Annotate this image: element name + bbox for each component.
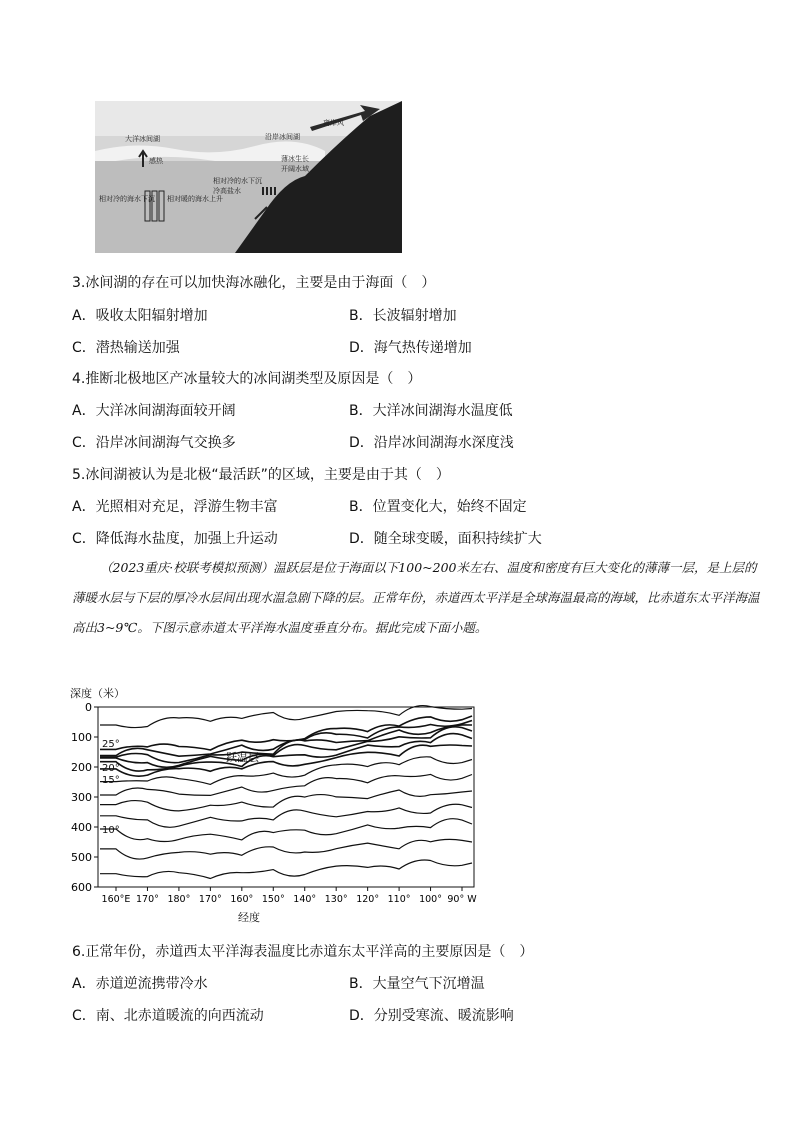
option-text: 分别受寒流、暖流影响: [373, 1008, 514, 1024]
x-tick-label: 170°: [136, 894, 159, 905]
label-warm-rise: 相对暖的海水上升: [167, 195, 223, 203]
option-text: 沿岸冰间湖海气交换多: [95, 435, 236, 451]
question-4-stem: [72, 368, 421, 388]
option-key: A．: [72, 308, 96, 324]
q3-option-a[interactable]: [72, 305, 208, 325]
option-text: 光照相对充足，浮游生物丰富: [95, 499, 278, 515]
x-tick-label: 150°: [261, 894, 285, 905]
passage-text: （2023重庆·校联考模拟预测）温跃层是位于海面以下100~200米左右、温度和密度有巨大变化的薄薄一层，是上层的薄暖水层与下层的厚冷水层间出现水温急剧下降的层。正常年份，赤道西太平洋是全球海温最高的海域，比赤道东太平洋海温高出3~9℃。下图示意赤道太平洋海水温度垂直分布。据此完成下面小题。: [72, 560, 760, 635]
q3-option-c[interactable]: [72, 337, 180, 357]
label-cold-brine: 冷高盐水: [213, 187, 241, 195]
x-tick-label: 130°: [324, 894, 348, 905]
question-text: 冰间湖被认为是北极“最活跃”的区域，主要是由于其（ ）: [85, 467, 450, 483]
label-cold-sink: 相对冷的海水下沉: [99, 195, 155, 203]
option-key: C．: [72, 531, 96, 547]
x-tick-label: 170°: [198, 894, 222, 905]
polynya-figure: [95, 101, 402, 253]
option-text: 位置变化大，始终不固定: [372, 499, 527, 515]
question-number: 5.: [72, 467, 86, 483]
option-text: 南、北赤道暖流的向西流动: [95, 1008, 264, 1024]
option-key: C．: [72, 340, 96, 356]
q4-option-a[interactable]: [72, 400, 236, 420]
option-key: A．: [72, 976, 96, 992]
q6-option-a[interactable]: [72, 973, 208, 993]
q6-option-b[interactable]: [349, 973, 485, 993]
temperature-depth-chart: [66, 685, 486, 925]
option-key: D．: [349, 435, 374, 451]
q6-option-d[interactable]: [349, 1005, 514, 1025]
x-tick-label: 160°E: [101, 894, 131, 905]
q5-option-d[interactable]: [349, 528, 542, 548]
iso15-label: 15°: [102, 775, 120, 786]
thermocline-label: 跃温层: [226, 751, 259, 764]
question-5-stem: [72, 464, 450, 484]
x-tick-label: 180°: [167, 894, 191, 905]
option-text: 大量空气下沉增温: [372, 976, 485, 992]
x-tick-label: 110°: [387, 894, 411, 905]
label-ice-form: 薄冰生长: [281, 155, 309, 163]
option-key: A．: [72, 499, 96, 515]
question-number: 6.: [72, 944, 86, 960]
iso20-label: 20°: [102, 763, 120, 774]
option-text: 长波辐射增加: [372, 308, 457, 324]
label-heat: 感热: [149, 157, 163, 165]
y-tick-label: 0: [85, 701, 92, 714]
x-tick-label: 90° W: [447, 894, 477, 905]
y-tick-label: 300: [71, 791, 92, 804]
question-text: 正常年份，赤道西太平洋海表温度比赤道东太平洋高的主要原因是（ ）: [85, 944, 534, 960]
chart-svg: [66, 685, 486, 925]
option-key: C．: [72, 1008, 96, 1024]
option-key: D．: [349, 1008, 374, 1024]
iso10-label: 10°: [102, 825, 120, 836]
option-text: 海气热传递增加: [373, 340, 472, 356]
option-key: B．: [349, 499, 373, 515]
option-text: 大洋冰间湖海面较开阔: [95, 403, 236, 419]
y-tick-label: 200: [71, 761, 92, 774]
q3-option-d[interactable]: [349, 337, 472, 357]
label-wind: 离岸风: [323, 119, 344, 127]
y-tick-label: 600: [71, 881, 92, 894]
option-text: 大洋冰间湖海水温度低: [372, 403, 513, 419]
option-text: 赤道逆流携带冷水: [95, 976, 208, 992]
question-3-stem: [72, 272, 435, 292]
option-key: D．: [349, 531, 374, 547]
question-number: 3.: [72, 275, 86, 291]
option-key: B．: [349, 308, 373, 324]
q3-option-b[interactable]: [349, 305, 457, 325]
q4-option-d[interactable]: [349, 432, 514, 452]
iso25-label: 25°: [102, 739, 120, 750]
x-tick-label: 100°: [419, 894, 442, 905]
option-text: 降低海水盐度，加强上升运动: [95, 531, 278, 547]
y-tick-label: 100: [71, 731, 92, 744]
option-key: B．: [349, 403, 373, 419]
q5-option-c[interactable]: [72, 528, 278, 548]
option-key: D．: [349, 340, 374, 356]
question-text: 推断北极地区产冰量较大的冰间湖类型及原因是（ ）: [85, 371, 422, 387]
label-ice-open: 开阔水域: [281, 165, 309, 173]
q4-option-b[interactable]: [349, 400, 513, 420]
x-tick-label: 160°: [230, 894, 254, 905]
option-key: C．: [72, 435, 96, 451]
label-coastal-polynya: 沿岸冰间湖: [265, 133, 300, 141]
option-key: B．: [349, 976, 373, 992]
option-text: 潜热输送加强: [95, 340, 180, 356]
y-axis-label: 深度（米）: [70, 687, 125, 700]
option-text: 沿岸冰间湖海水深度浅: [373, 435, 514, 451]
q5-option-a[interactable]: [72, 496, 278, 516]
option-text: 随全球变暖，面积持续扩大: [373, 531, 542, 547]
question-6-stem: [72, 941, 533, 961]
label-cold-sink-2: 相对冷的水下沉: [213, 177, 262, 185]
label-ocean-polynya: 大洋冰间湖: [125, 135, 160, 143]
question-text: 冰间湖的存在可以加快海冰融化，主要是由于海面（ ）: [85, 275, 436, 291]
y-tick-label: 500: [71, 851, 92, 864]
y-tick-label: 400: [71, 821, 92, 834]
q4-option-c[interactable]: [72, 432, 236, 452]
x-axis-label: 经度: [238, 911, 260, 924]
x-tick-label: 140°: [293, 894, 317, 905]
question-number: 4.: [72, 371, 86, 387]
option-key: A．: [72, 403, 96, 419]
option-text: 吸收太阳辐射增加: [95, 308, 208, 324]
x-tick-label: 120°: [356, 894, 380, 905]
q5-option-b[interactable]: [349, 496, 527, 516]
q6-option-c[interactable]: [72, 1005, 264, 1025]
